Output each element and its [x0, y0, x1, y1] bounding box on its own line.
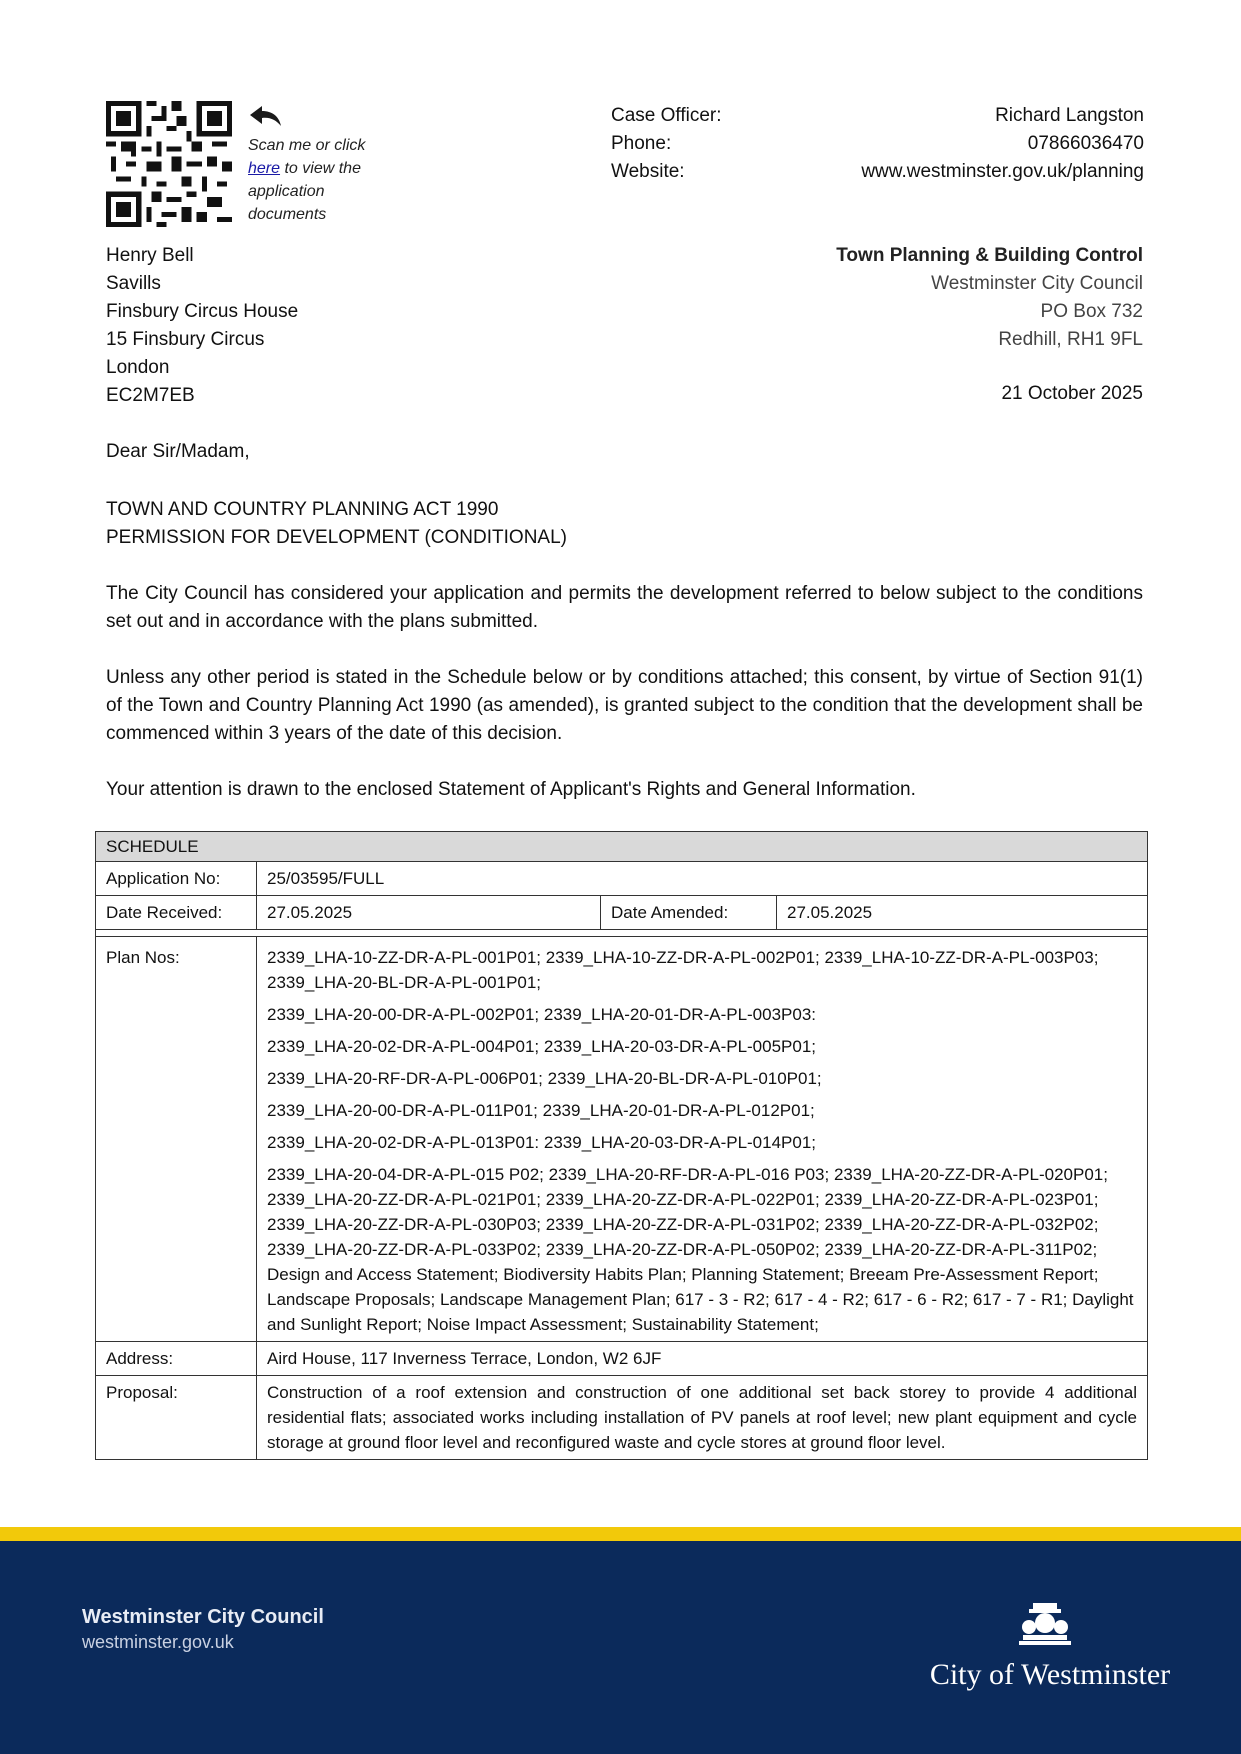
paragraph-decision: The City Council has considered your application and permits the development referred to below subject to the conditions set out and in accordance with the plans submitted.: [106, 583, 1143, 632]
website-value: www.westminster.gov.uk/planning: [861, 161, 1144, 182]
case-officer-row: [611, 102, 1144, 130]
schedule-table: [95, 831, 1148, 1460]
schedule-title: SCHEDULE: [96, 832, 1148, 862]
address-label: Address:: [96, 1342, 257, 1376]
date-amended-label: Date Amended:: [601, 896, 777, 930]
plan-nos-line: 2339_LHA-20-00-DR-A-PL-011P01; 2339_LHA-20-01-DR-A-PL-012P01;: [267, 1101, 815, 1120]
addressee-line: 15 Finsbury Circus: [106, 329, 265, 350]
plan-nos-label: Plan Nos:: [96, 937, 257, 1342]
salutation: Dear Sir/Madam,: [106, 441, 250, 462]
application-no-row: [96, 862, 1148, 896]
date-amended-value: 27.05.2025: [777, 896, 1148, 930]
plan-nos-line: 2339_LHA-20-00-DR-A-PL-002P01; 2339_LHA-20-01-DR-A-PL-003P03:: [267, 1005, 817, 1024]
scan-caption-before: Scan me or click: [248, 137, 366, 154]
scan-caption-after: to view the application documents: [248, 160, 361, 223]
footer-council-name: Westminster City Council: [82, 1606, 324, 1628]
council-line: Redhill, RH1 9FL: [998, 329, 1143, 350]
scan-caption: [248, 134, 388, 226]
address-value: Aird House, 117 Inverness Terrace, London, W2 6JF: [257, 1342, 1148, 1376]
footer-accent-band: [0, 1527, 1241, 1541]
letter-heading: [106, 496, 567, 552]
spacer-cell: [96, 930, 1148, 937]
phone-label: Phone:: [611, 133, 672, 154]
addressee-line: Finsbury Circus House: [106, 301, 299, 322]
addressee-line: London: [106, 357, 170, 378]
heading-line: TOWN AND COUNTRY PLANNING ACT 1990: [106, 499, 499, 520]
documents-link[interactable]: here: [248, 160, 281, 177]
proposal-label: Proposal:: [96, 1376, 257, 1460]
case-info: [611, 102, 1144, 186]
date-received-label: Date Received:: [96, 896, 257, 930]
case-officer-value: Richard Langston: [995, 105, 1144, 126]
qr-code[interactable]: [106, 101, 232, 227]
case-officer-label: Case Officer:: [611, 105, 722, 126]
paragraph-attention: Your attention is drawn to the enclosed Statement of Applicant's Rights and General Information.: [106, 779, 916, 800]
schedule-header-row: [96, 832, 1148, 862]
addressee-company: Savills: [106, 273, 161, 294]
application-no-label: Application No:: [96, 862, 257, 896]
heading-line: PERMISSION FOR DEVELOPMENT (CONDITIONAL): [106, 527, 567, 548]
crest-icon: [1015, 1601, 1075, 1651]
proposal-value: Construction of a roof extension and construction of one additional set back storey to provide 4 additional residential flats; associated works including installation of PV panels at roof level; new plant equipment and cycle storage at ground floor level and reconfigured waste and cycle stores at ground floor level.: [257, 1376, 1148, 1460]
addressee-postcode: EC2M7EB: [106, 385, 195, 406]
letter-date: 21 October 2025: [1001, 383, 1143, 404]
application-no-value: 25/03595/FULL: [257, 862, 1148, 896]
council-address: [760, 242, 1143, 354]
plan-nos-line: 2339_LHA-20-RF-DR-A-PL-006P01; 2339_LHA-20-BL-DR-A-PL-010P01;: [267, 1069, 822, 1088]
date-received-value: 27.05.2025: [257, 896, 601, 930]
plan-nos-line: 2339_LHA-20-02-DR-A-PL-004P01; 2339_LHA-20-03-DR-A-PL-005P01;: [267, 1037, 817, 1056]
council-department: Town Planning & Building Control: [836, 245, 1143, 266]
city-of-westminster-logo: City of Westminster: [929, 1658, 1171, 1691]
website-label: Website:: [611, 161, 685, 182]
plan-nos-line: 2339_LHA-20-04-DR-A-PL-015 P02; 2339_LHA-20-RF-DR-A-PL-016 P03; 2339_LHA-20-ZZ-DR-A-PL-020P01; 2339_LHA-20-ZZ-DR-A-PL-021P01; 2339_LHA-20-ZZ-DR-A-PL-022P01; 2339_LHA-20-ZZ-DR-A-PL-023P01; 2339_LHA-20-ZZ-DR-A-PL-030P03; 2339_LHA-20-ZZ-DR-A-PL-031P02; 2339_LHA-20-ZZ-DR-A-PL-032P02; 2339_LHA-20-ZZ-DR-A-PL-033P02; 2339_LHA-20-ZZ-DR-A-PL-050P02; 2339_LHA-20-ZZ-DR-A-PL-311P02; Design and Access Statement; Biodiversity Habits Plan; Planning Statement; Breeam Pre-Assessment Report; Landscape Proposals; Landscape Management Plan; 617 - 3 - R2; 617 - 4 - R2; 617 - 6 - R2; 617 - 7 - R1; Daylight and Sunlight Report; Noise Impact Assessment; Sustainability Statement;: [267, 1165, 1134, 1334]
council-line: PO Box 732: [1040, 301, 1143, 322]
phone-value: 07866036470: [1027, 133, 1144, 154]
phone-row: [611, 130, 1144, 158]
footer-url[interactable]: westminster.gov.uk: [82, 1632, 234, 1652]
addressee-name: Henry Bell: [106, 245, 194, 266]
plan-nos-line: 2339_LHA-20-02-DR-A-PL-013P01: 2339_LHA-20-03-DR-A-PL-014P01;: [267, 1133, 817, 1152]
plan-nos-row: [96, 937, 1148, 1342]
proposal-row: [96, 1376, 1148, 1460]
reply-arrow-icon: [248, 104, 284, 128]
dates-row: [96, 896, 1148, 930]
address-row: [96, 1342, 1148, 1376]
paragraph-conditions: Unless any other period is stated in the Schedule below or by conditions attached; this consent, by virtue of Section 91(1) of the Town and Country Planning Act 1990 (as amended), is granted subject to the condition that the development shall be commenced within 3 years of the date of this decision.: [106, 667, 1143, 744]
addressee-block: [106, 242, 298, 410]
spacer-row: [96, 930, 1148, 937]
plan-nos-list: [257, 937, 1148, 1342]
council-line: Westminster City Council: [931, 273, 1143, 294]
plan-nos-line: 2339_LHA-10-ZZ-DR-A-PL-001P01; 2339_LHA-10-ZZ-DR-A-PL-002P01; 2339_LHA-10-ZZ-DR-A-PL-003P03; 2339_LHA-20-BL-DR-A-PL-001P01;: [267, 948, 1099, 992]
website-row: [611, 158, 1144, 186]
